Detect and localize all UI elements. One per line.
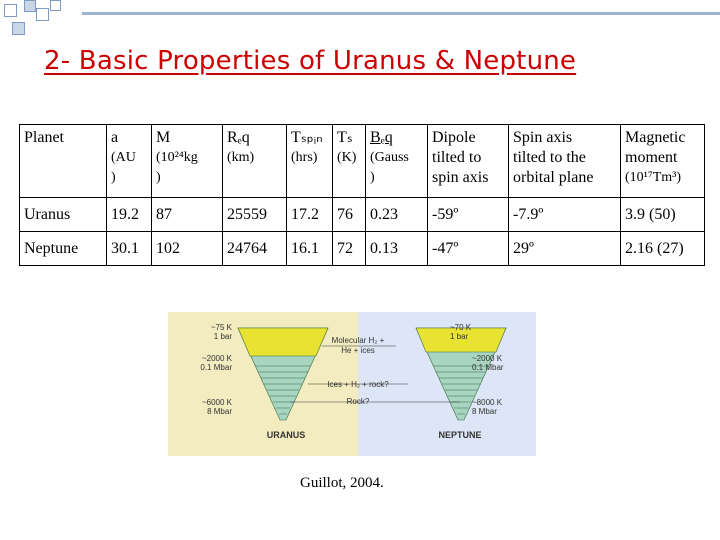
layer-label: Rock?: [346, 397, 370, 406]
table-cell: Neptune: [20, 232, 107, 266]
header-text: (Gauss: [370, 150, 409, 165]
table-cell: 17.2: [287, 198, 333, 232]
header-a: [107, 125, 152, 198]
header-dipole: [428, 125, 509, 198]
header-text: orbital plane: [513, 169, 594, 186]
header-text: Magnetic: [625, 129, 686, 146]
header-text: M: [156, 129, 171, 146]
header-text: (km): [227, 150, 255, 165]
uranus-label: ~2000 K: [201, 354, 232, 363]
neptune-label: ~8000 K: [472, 398, 503, 407]
table-cell: -59º: [428, 198, 509, 232]
header-planet: [20, 125, 107, 198]
uranus-label: 0.1 Mbar: [200, 363, 232, 372]
decorative-square: [12, 22, 25, 35]
header-text: (AU: [111, 150, 136, 165]
header-text: ): [370, 170, 375, 185]
uranus-name: URANUS: [266, 430, 306, 440]
neptune-name: NEPTUNE: [438, 430, 482, 440]
header-text: Spin axis: [513, 129, 573, 146]
interior-structure-figure: [168, 312, 536, 456]
table-cell: 87: [152, 198, 223, 232]
table-cell: -47º: [428, 232, 509, 266]
table-cell: 72: [333, 232, 366, 266]
table-cell: 16.1: [287, 232, 333, 266]
table-cell: Uranus: [20, 198, 107, 232]
layer-label: Ices + H₂ + rock?: [327, 380, 389, 389]
header-req: [223, 125, 287, 198]
header-beq: [366, 125, 428, 198]
header-text: Bₑq: [370, 129, 393, 146]
header-ts: [333, 125, 366, 198]
table-cell: 24764: [223, 232, 287, 266]
table-cell: -7.9º: [509, 198, 621, 232]
table-cell: 25559: [223, 198, 287, 232]
neptune-label: 8 Mbar: [472, 407, 497, 416]
header-tspin: [287, 125, 333, 198]
decorative-square: [36, 8, 49, 21]
header-text: moment: [625, 149, 678, 166]
header-mass: [152, 125, 223, 198]
header-text: tilted to the: [513, 149, 586, 166]
header-text: Rₑq: [227, 129, 250, 146]
table-cell: 0.13: [366, 232, 428, 266]
uranus-label: 8 Mbar: [207, 407, 232, 416]
header-text: (10¹⁷Tm³): [625, 170, 682, 185]
header-text: a: [111, 129, 119, 146]
neptune-label: 0.1 Mbar: [472, 363, 504, 372]
table-cell: 2.16 (27): [621, 232, 705, 266]
table-cell: 102: [152, 232, 223, 266]
table-row-uranus: [20, 198, 705, 232]
layer-label: Molecular H₂ +: [331, 336, 385, 345]
uranus-label: 1 bar: [213, 332, 232, 341]
table-cell: 19.2: [107, 198, 152, 232]
header-text: Tₛₚᵢₙ: [291, 129, 323, 146]
table-cell: 76: [333, 198, 366, 232]
layer-label: He + ices: [341, 346, 375, 355]
neptune-label: ~2000 K: [472, 354, 503, 363]
decorative-square: [50, 0, 61, 11]
header-text: Planet: [24, 129, 64, 146]
figure-caption: Guillot, 2004.: [300, 475, 384, 491]
uranus-label: ~6000 K: [201, 398, 232, 407]
header-magnetic-moment: [621, 125, 705, 198]
table-cell: 3.9 (50): [621, 198, 705, 232]
neptune-label: ~70 K: [450, 323, 472, 332]
uranus-label: ~75 K: [210, 323, 232, 332]
properties-table: [19, 124, 705, 266]
header-text: ): [111, 170, 116, 185]
header-text: tilted to: [432, 149, 482, 166]
header-text: (10²⁴kg: [156, 150, 198, 165]
decorative-square: [24, 0, 36, 12]
decorative-square: [4, 4, 17, 17]
table-header-row: [20, 125, 705, 198]
header-spin-axis: [509, 125, 621, 198]
header-text: ): [156, 170, 161, 185]
table-row-neptune: [20, 232, 705, 266]
slide-title: 2- Basic Properties of Uranus & Neptune: [44, 46, 577, 76]
header-text: Dipole: [432, 129, 476, 146]
uranus-atmosphere: [238, 328, 328, 356]
header-text: (hrs): [291, 150, 318, 165]
header-text: Tₛ: [337, 129, 353, 146]
header-text: spin axis: [432, 169, 489, 186]
table-cell: 29º: [509, 232, 621, 266]
header-text: (K): [337, 150, 357, 165]
table-cell: 30.1: [107, 232, 152, 266]
header-rule: [82, 12, 720, 15]
neptune-label: 1 bar: [450, 332, 469, 341]
table-cell: 0.23: [366, 198, 428, 232]
